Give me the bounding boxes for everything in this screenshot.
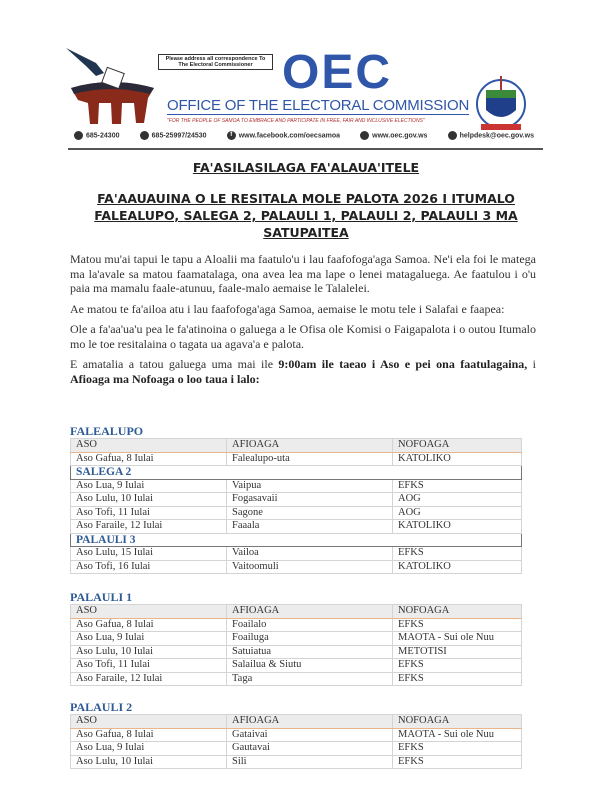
table-cell: Aso Gafua, 8 Iulai [71,618,227,632]
column-header: AFIOAGA [227,715,393,729]
section-label: PALAULI 2 [70,700,133,714]
contact-facebook[interactable]: f www.facebook.com/oecsamoa [227,131,340,141]
table-cell: KATOLIKO [393,560,522,574]
table-cell: Vaipua [227,479,393,493]
column-header: ASO [71,715,227,729]
section-label: FALEALUPO [70,424,144,438]
table-cell: Foailalo [227,618,393,632]
table-row [71,672,522,686]
column-header: NOFOAGA [393,605,522,619]
contact-phone: 685-25997/24530 [140,131,207,141]
table-cell: Aso Lulu, 15 Iulai [71,547,227,561]
table-row [71,493,522,507]
table-cell: EFKS [393,755,522,769]
table-cell: Aso Lua, 9 Iulai [71,742,227,756]
oec-logo: OEC [282,46,393,99]
ballot-box-logo [66,48,156,126]
samoa-coat-of-arms [466,76,536,132]
table-cell: EFKS [393,742,522,756]
table-cell: Foailuga [227,632,393,646]
paragraph: Ole a fa'aa'ua'u pea le fa'atinoina o galuega a le Ofisa ole Komisi o Faigapalota i o outou Itumalo mo le toe resitalaina o tagata ua agava'a e palota. [70,322,536,351]
table-row [71,755,522,769]
body-text [70,252,536,392]
column-header: ASO [71,605,227,619]
group-label: PALAULI 3 [71,533,522,547]
table-cell: Aso Lulu, 10 Iulai [71,755,227,769]
table-cell: Vailoa [227,547,393,561]
table-section [70,591,522,686]
correspondence-note: Please address all correspondence To The Electoral Commissioner [158,54,273,70]
table-cell: Salailua & Siutu [227,659,393,673]
org-name: OFFICE OF THE ELECTORAL COMMISSION [167,97,470,114]
table-cell: KATOLIKO [393,520,522,534]
table-cell: EFKS [393,479,522,493]
schedule-table [70,438,522,574]
phone-icon [140,131,149,140]
table-cell: Vaitoomuli [227,560,393,574]
table-row [71,645,522,659]
section-label: PALAULI 1 [70,590,133,604]
group-row [71,533,522,547]
group-row [71,466,522,480]
notice-title: FA'ASILASILAGA FA'ALAUA'ITELE [192,160,420,175]
table-row [71,728,522,742]
table-row [71,520,522,534]
table-row [71,479,522,493]
column-header: ASO [71,439,227,453]
table-cell: KATOLIKO [393,452,522,466]
table-cell: AOG [393,493,522,507]
paragraph-schedule: E amatalia a tatou galuega uma mai ile 9:00am ile taeao i Aso e pei ona faatulagaina, i Afioaga ma Nofoaga o loo taua i lalo: [70,357,536,386]
email-icon [448,131,457,140]
table-cell: Fogasavaii [227,493,393,507]
table-row [71,659,522,673]
table-row [71,506,522,520]
table-row [71,632,522,646]
table-row [71,547,522,561]
contact-email[interactable]: helpdesk@oec.gov.ws [448,131,534,141]
table-header [71,605,522,619]
column-header: AFIOAGA [227,605,393,619]
paragraph: Matou mu'ai tapui le tapu a Aloalii ma faatulo'u i lau faafofoga'aga Samoa. Ne'i ela foi le matega ma la'avale sa matou faamatalaga, ona avea lea ma lape o lenei matagaluega. Ae faatulou i o'u paia ma mamalu faale-atunuu, faale-malo aemaise le Talalelei. [70,252,536,295]
table-cell: EFKS [393,618,522,632]
table-cell: EFKS [393,659,522,673]
column-header: NOFOAGA [393,715,522,729]
table-cell: Sili [227,755,393,769]
motto: "FOR THE PEOPLE OF SAMOA TO EMBRACE AND PARTICIPATE IN FREE, FAIR AND INCLUSIVE ELECTIONS" [167,118,425,124]
contact-fax: 685-24300 [74,131,119,141]
facebook-icon: f [227,131,236,140]
table-row [71,742,522,756]
table-cell: Aso Lua, 9 Iulai [71,632,227,646]
table-cell: EFKS [393,547,522,561]
table-cell: Satuiatua [227,645,393,659]
table-cell: Aso Tofi, 16 Iulai [71,560,227,574]
table-row [71,560,522,574]
schedule-table [70,714,522,769]
table-cell: Taga [227,672,393,686]
table-cell: Sagone [227,506,393,520]
schedule-table [70,604,522,686]
table-header [71,715,522,729]
column-header: AFIOAGA [227,439,393,453]
divider [68,148,543,150]
contact-website[interactable]: www.oec.gov.ws [360,131,427,141]
table-cell: Aso Gafua, 8 Iulai [71,728,227,742]
table-cell: MAOTA - Sui ole Nuu [393,728,522,742]
table-cell: MAOTA - Sui ole Nuu [393,632,522,646]
table-cell: Aso Lulu, 10 Iulai [71,645,227,659]
contact-bar [74,131,534,141]
table-cell: Faaala [227,520,393,534]
table-cell: Aso Lua, 9 Iulai [71,479,227,493]
table-cell: Aso Tofi, 11 Iulai [71,506,227,520]
column-header: NOFOAGA [393,439,522,453]
group-label: SALEGA 2 [71,466,522,480]
paragraph: Ae matou te fa'ailoa atu i lau faafofoga'aga Samoa, aemaise le motu tele i Salafai e faapea: [70,301,505,316]
fax-icon [74,131,83,140]
table-cell: AOG [393,506,522,520]
table-cell: Gautavai [227,742,393,756]
globe-icon [360,131,369,140]
table-header [71,439,522,453]
table-cell: Aso Faraile, 12 Iulai [71,672,227,686]
table-cell: Aso Gafua, 8 Iulai [71,452,227,466]
heading: FA'AAUAUINA O LE RESITALA MOLE PALOTA 2026 I ITUMALO FALEALUPO, SALEGA 2, PALAULI 1, PALAULI 2, PALAULI 3 MA SATUPAITEA [94,191,518,240]
table-cell: Aso Lulu, 10 Iulai [71,493,227,507]
table-row [71,452,522,466]
table-cell: EFKS [393,672,522,686]
table-section [70,425,522,574]
table-section [70,701,522,769]
table-cell: Aso Tofi, 11 Iulai [71,659,227,673]
table-cell: METOTISI [393,645,522,659]
table-cell: Falealupo-uta [227,452,393,466]
table-cell: Gataivai [227,728,393,742]
table-cell: Aso Faraile, 12 Iulai [71,520,227,534]
table-row [71,618,522,632]
